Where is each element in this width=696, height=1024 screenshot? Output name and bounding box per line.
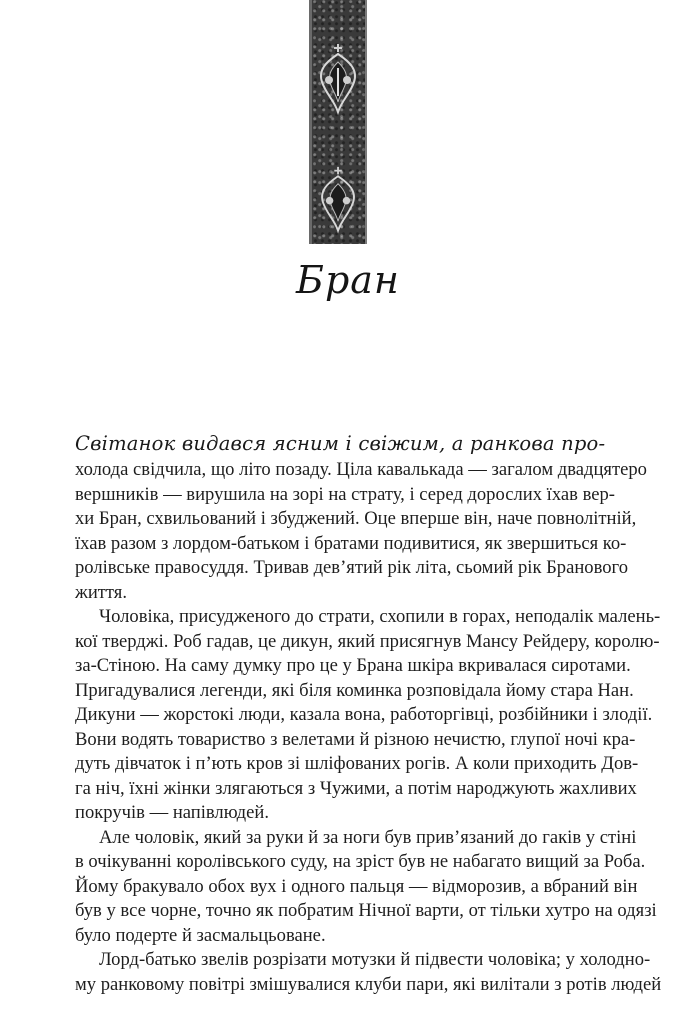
text-line: Дикуни — жорстокі люди, казала вона, работоргівці, розбійники і злодії. <box>75 704 653 725</box>
text-line: му ранковому повітрі змішувалися клуби пари, які вилітали з ротів людей <box>75 973 662 995</box>
text-line: Йому бракувало обох вух і одного пальця — відморозив, а вбраний він <box>75 875 638 897</box>
text-line: був у все чорне, точно як побратим Нічної варти, от тільки хутро на одязі <box>75 900 657 921</box>
text-line: вершників — вирушила на зорі на страту, і серед дорослих їхав вер- <box>75 483 615 505</box>
text-line: Вони водять товариство з велетами й різною нечистю, глупої ночі кра- <box>75 728 636 750</box>
paragraph-start: Але чоловік, який за руки й за ноги був прив’язаний до гаків у стіні <box>99 826 637 848</box>
text-line: життя. <box>75 581 128 603</box>
text-line: хи Бран, схвильований і збуджений. Оце вперше він, наче повнолітній, <box>75 508 637 529</box>
text-line: ролівське правосуддя. Тривав дев’ятий рік літа, сьомий рік Бранового <box>75 557 629 578</box>
chapter-title: Бран <box>296 258 400 302</box>
text-line: га ніч, їхні жінки злягаються з Чужими, а потім народжують жахливих <box>75 777 637 799</box>
paragraph-start: Лорд-батько звелів розрізати мотузки й підвести чоловіка; у холодно- <box>99 949 651 970</box>
text-line: дуть дівчаток і п’ють кров зі шліфованих рогів. А коли приходить Дов- <box>75 753 639 774</box>
text-line: за-Стіною. На саму думку про це у Брана шкіра вкривалася сиротами. <box>75 655 631 676</box>
text-line: було подерте й засмальцьоване. <box>75 924 326 946</box>
ornament-medallion-icon <box>312 40 365 120</box>
ornament-medallion-icon <box>312 165 365 240</box>
paragraph-start: Чоловіка, присудженого до страти, схопили в горах, неподалік малень- <box>99 606 661 627</box>
text-line: Пригадувалися легенди, які біля коминка розповідала йому стара Нан. <box>75 679 634 701</box>
text-line: в очікуванні королівського суду, на зріст був не набагато вищий за Роба. <box>75 851 646 872</box>
text-line: кої тверджі. Роб гадав, це дикун, який присягнув Мансу Рейдеру, королю- <box>75 630 660 652</box>
ornamental-banner <box>309 0 367 244</box>
text-line: холода свідчила, що літо позаду. Ціла кавалькада — загалом двадцятеро <box>75 459 647 480</box>
opening-line: Світанок видався ясним і свіжим, а ранкова про- <box>75 432 606 455</box>
text-line: їхав разом з лордом-батьком і братами подивитися, як звершиться ко- <box>75 532 627 554</box>
text-line: покручів — напівлюдей. <box>75 802 269 823</box>
